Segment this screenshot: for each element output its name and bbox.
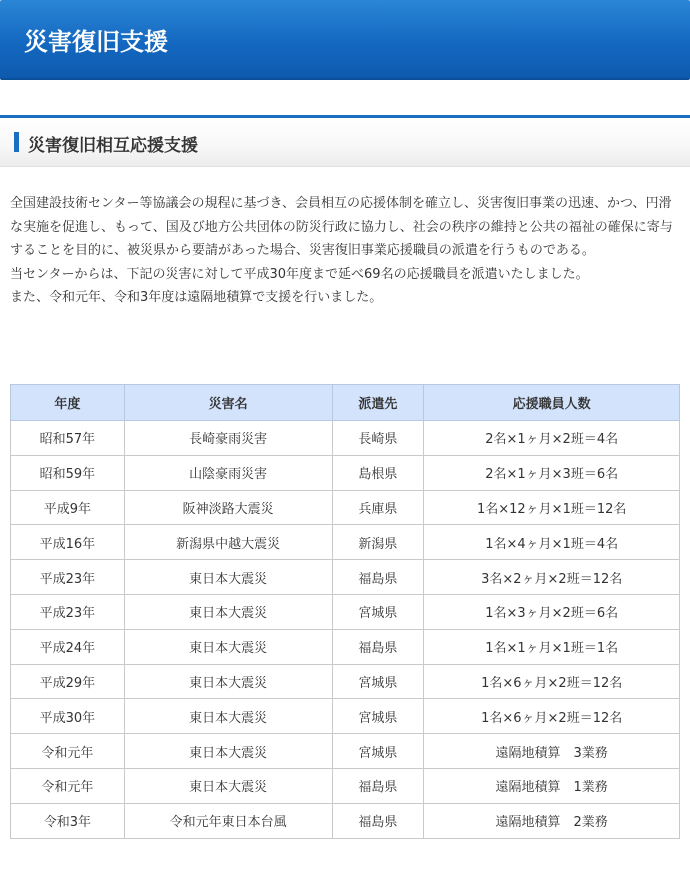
- table-row: [11, 768, 680, 803]
- cell-destination: 福島県: [332, 560, 424, 595]
- cell-destination: 宮城県: [332, 699, 424, 734]
- cell-disaster: 阪神淡路大震災: [124, 490, 332, 525]
- page-title: 災害復旧支援: [24, 28, 168, 56]
- cell-year: 令和元年: [11, 734, 125, 769]
- header-disaster: 災害名: [124, 385, 332, 421]
- cell-destination: 福島県: [332, 629, 424, 664]
- cell-disaster: 東日本大震災: [124, 734, 332, 769]
- intro-text: [10, 192, 682, 310]
- cell-disaster: 東日本大震災: [124, 594, 332, 629]
- page-banner: [0, 0, 690, 80]
- cell-destination: 福島県: [332, 803, 424, 838]
- intro-paragraph: また、令和元年、令和3年度は遠隔地積算で支援を行いました。: [10, 290, 383, 305]
- cell-disaster: 山陰豪雨災害: [124, 455, 332, 490]
- cell-year: 昭和59年: [11, 455, 125, 490]
- table-row: [11, 490, 680, 525]
- cell-year: 平成23年: [11, 560, 125, 595]
- table-row: [11, 803, 680, 838]
- section-title: 災害復旧相互応援支援: [28, 136, 198, 156]
- cell-destination: 宮城県: [332, 594, 424, 629]
- table-header-row: [11, 385, 680, 421]
- table-row: [11, 455, 680, 490]
- cell-year: 昭和57年: [11, 421, 125, 456]
- cell-year: 平成16年: [11, 525, 125, 560]
- cell-destination: 新潟県: [332, 525, 424, 560]
- cell-destination: 宮城県: [332, 664, 424, 699]
- cell-staff-count: 3名×2ヶ月×2班＝12名: [424, 560, 680, 595]
- table-row: [11, 734, 680, 769]
- cell-disaster: 東日本大震災: [124, 560, 332, 595]
- cell-disaster: 東日本大震災: [124, 768, 332, 803]
- cell-staff-count: 遠隔地積算 2業務: [424, 803, 680, 838]
- cell-staff-count: 遠隔地積算 1業務: [424, 768, 680, 803]
- header-staff-count: 応援職員人数: [424, 385, 680, 421]
- cell-staff-count: 1名×6ヶ月×2班＝12名: [424, 699, 680, 734]
- cell-year: 令和3年: [11, 803, 125, 838]
- cell-destination: 福島県: [332, 768, 424, 803]
- table-row: [11, 560, 680, 595]
- table-row: [11, 594, 680, 629]
- cell-destination: 長崎県: [332, 421, 424, 456]
- cell-staff-count: 1名×4ヶ月×1班＝4名: [424, 525, 680, 560]
- cell-staff-count: 1名×6ヶ月×2班＝12名: [424, 664, 680, 699]
- cell-disaster: 新潟県中越大震災: [124, 525, 332, 560]
- table-row: [11, 664, 680, 699]
- cell-year: 平成24年: [11, 629, 125, 664]
- cell-staff-count: 2名×1ヶ月×3班＝6名: [424, 455, 680, 490]
- header-destination: 派遣先: [332, 385, 424, 421]
- intro-paragraph: 当センターからは、下記の災害に対して平成30年度まで延べ69名の応援職員を派遣いたしました。: [10, 266, 589, 282]
- cell-destination: 宮城県: [332, 734, 424, 769]
- cell-year: 平成29年: [11, 664, 125, 699]
- cell-destination: 島根県: [332, 455, 424, 490]
- cell-year: 平成30年: [11, 699, 125, 734]
- table-row: [11, 525, 680, 560]
- cell-staff-count: 1名×1ヶ月×1班＝1名: [424, 629, 680, 664]
- cell-disaster: 令和元年東日本台風: [124, 803, 332, 838]
- table-body: [11, 421, 680, 839]
- cell-year: 平成9年: [11, 490, 125, 525]
- table-row: [11, 699, 680, 734]
- cell-disaster: 長崎豪雨災害: [124, 421, 332, 456]
- section-accent-bar: [14, 132, 19, 152]
- table-row: [11, 421, 680, 456]
- cell-destination: 兵庫県: [332, 490, 424, 525]
- section-header: [0, 115, 690, 167]
- dispatch-table-wrapper: [10, 384, 680, 839]
- cell-disaster: 東日本大震災: [124, 629, 332, 664]
- cell-staff-count: 2名×1ヶ月×2班＝4名: [424, 421, 680, 456]
- cell-year: 令和元年: [11, 768, 125, 803]
- header-year: 年度: [11, 385, 125, 421]
- cell-staff-count: 1名×3ヶ月×2班＝6名: [424, 594, 680, 629]
- table-row: [11, 629, 680, 664]
- intro-paragraph: 全国建設技術センター等協議会の規程に基づき、会員相互の応援体制を確立し、災害復旧事業の迅速、かつ、円滑な実施を促進し、もって、国及び地方公共団体の防災行政に協力し、社会の秩序の維持と公共の福祉の確保に寄与することを目的に、被災県から要請があった場合、災害復旧事業応援職員の派遣を行うものである。: [10, 196, 673, 258]
- cell-disaster: 東日本大震災: [124, 664, 332, 699]
- dispatch-table: [10, 384, 680, 839]
- cell-year: 平成23年: [11, 594, 125, 629]
- cell-disaster: 東日本大震災: [124, 699, 332, 734]
- cell-staff-count: 1名×12ヶ月×1班＝12名: [424, 490, 680, 525]
- cell-staff-count: 遠隔地積算 3業務: [424, 734, 680, 769]
